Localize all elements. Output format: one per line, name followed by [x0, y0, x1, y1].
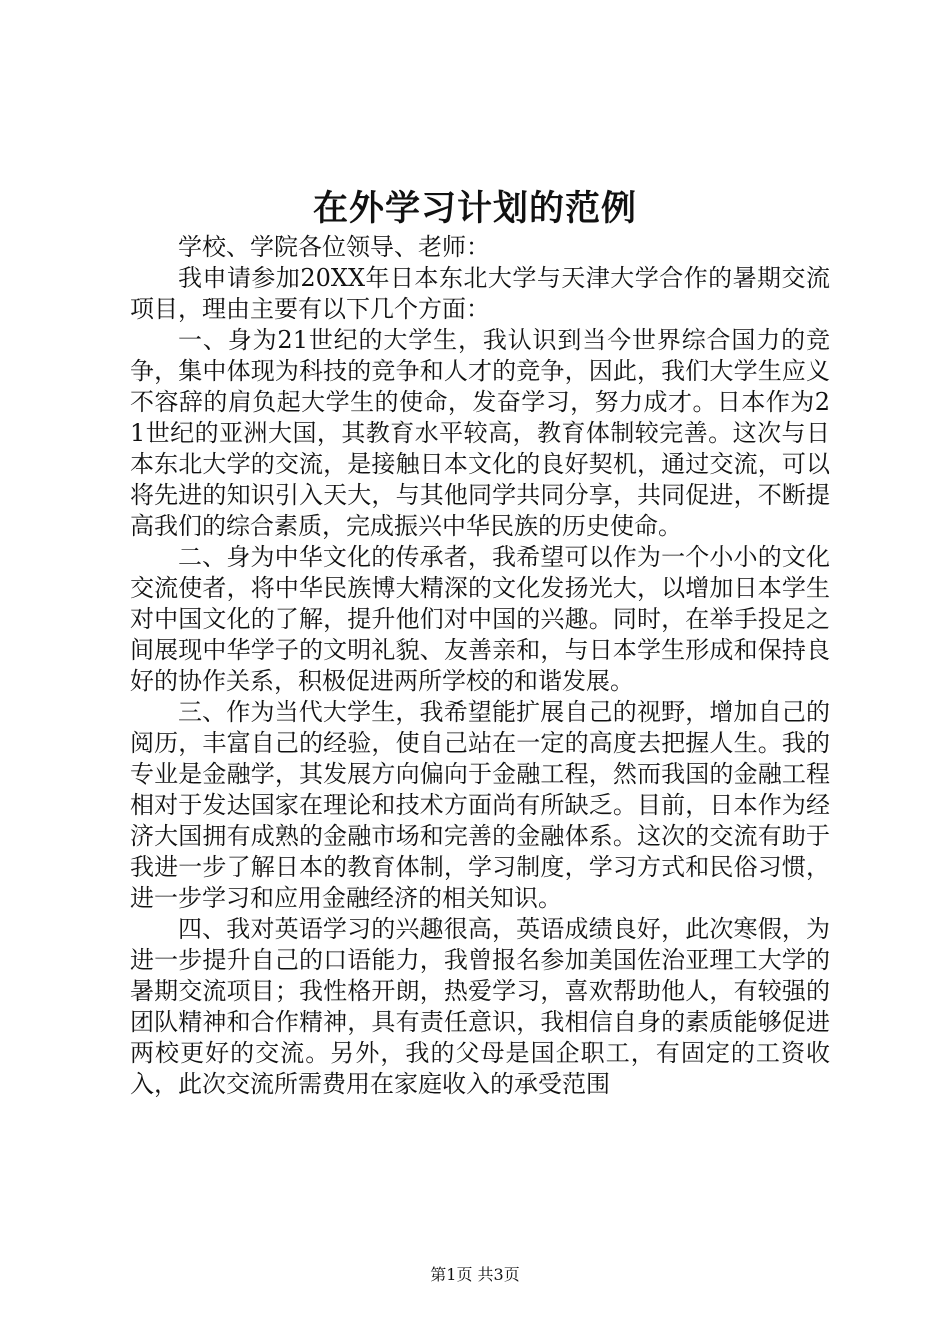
paragraph-4: 四、我对英语学习的兴趣很高，英语成绩良好，此次寒假，为进一步提升自己的口语能力，我曾报名参加美国佐治亚理工大学的暑期交流项目；我性格开朗，热爱学习，喜欢帮助他人，有较强的团队精神和合作精神，具有责任意识，我相信自身的素质能够促进两校更好的交流。另外，我的父母是国企职工，有固定的工资收入，此次交流所需费用在家庭收入的承受范围	[130, 915, 830, 1098]
document-title: 在外学习计划的范例	[312, 188, 637, 229]
paragraph-1: 一、身为21世纪的大学生，我认识到当今世界综合国力的竞争，集中体现为科技的竞争和人才的竞争，因此，我们大学生应义不容辞的肩负起大学生的使命，发奋学习，努力成才。日本作为21世纪的亚洲大国，其教育水平较高，教育体制较完善。这次与日本东北大学的交流，是接触日本文化的良好契机，通过交流，可以将先进的知识引入天大，与其他同学共同分享，共同促进，不断提高我们的综合素质，完成振兴中华民族的历史使命。	[130, 326, 830, 540]
paragraph-intro: 我申请参加20XX年日本东北大学与天津大学合作的暑期交流项目，理由主要有以下几个方面：	[130, 264, 830, 323]
page-total: 共3页	[477, 1265, 520, 1284]
page-footer	[0, 1264, 950, 1286]
paragraph-3: 三、作为当代大学生，我希望能扩展自己的视野，增加自己的阅历，丰富自己的经验，使自己站在一定的高度去把握人生。我的专业是金融学，其发展方向偏向于金融工程，然而我国的金融工程相对于发达国家在理论和技术方面尚有所缺乏。目前，日本作为经济大国拥有成熟的金融市场和完善的金融体系。这次的交流有助于我进一步了解日本的教育体制，学习制度，学习方式和民俗习惯，进一步学习和应用金融经济的相关知识。	[130, 698, 830, 912]
paragraph-2: 二、身为中华文化的传承者，我希望可以作为一个小小的文化交流使者，将中华民族博大精深的文化发扬光大，以增加日本学生对中国文化的了解，提升他们对中国的兴趣。同时，在举手投足之间展现中华学子的文明礼貌、友善亲和，与日本学生形成和保持良好的协作关系，积极促进两所学校的和谐发展。	[130, 543, 830, 695]
document-body	[130, 232, 830, 1100]
page-number: 第1页	[430, 1265, 473, 1284]
salutation: 学校、学院各位领导、老师：	[178, 233, 490, 261]
